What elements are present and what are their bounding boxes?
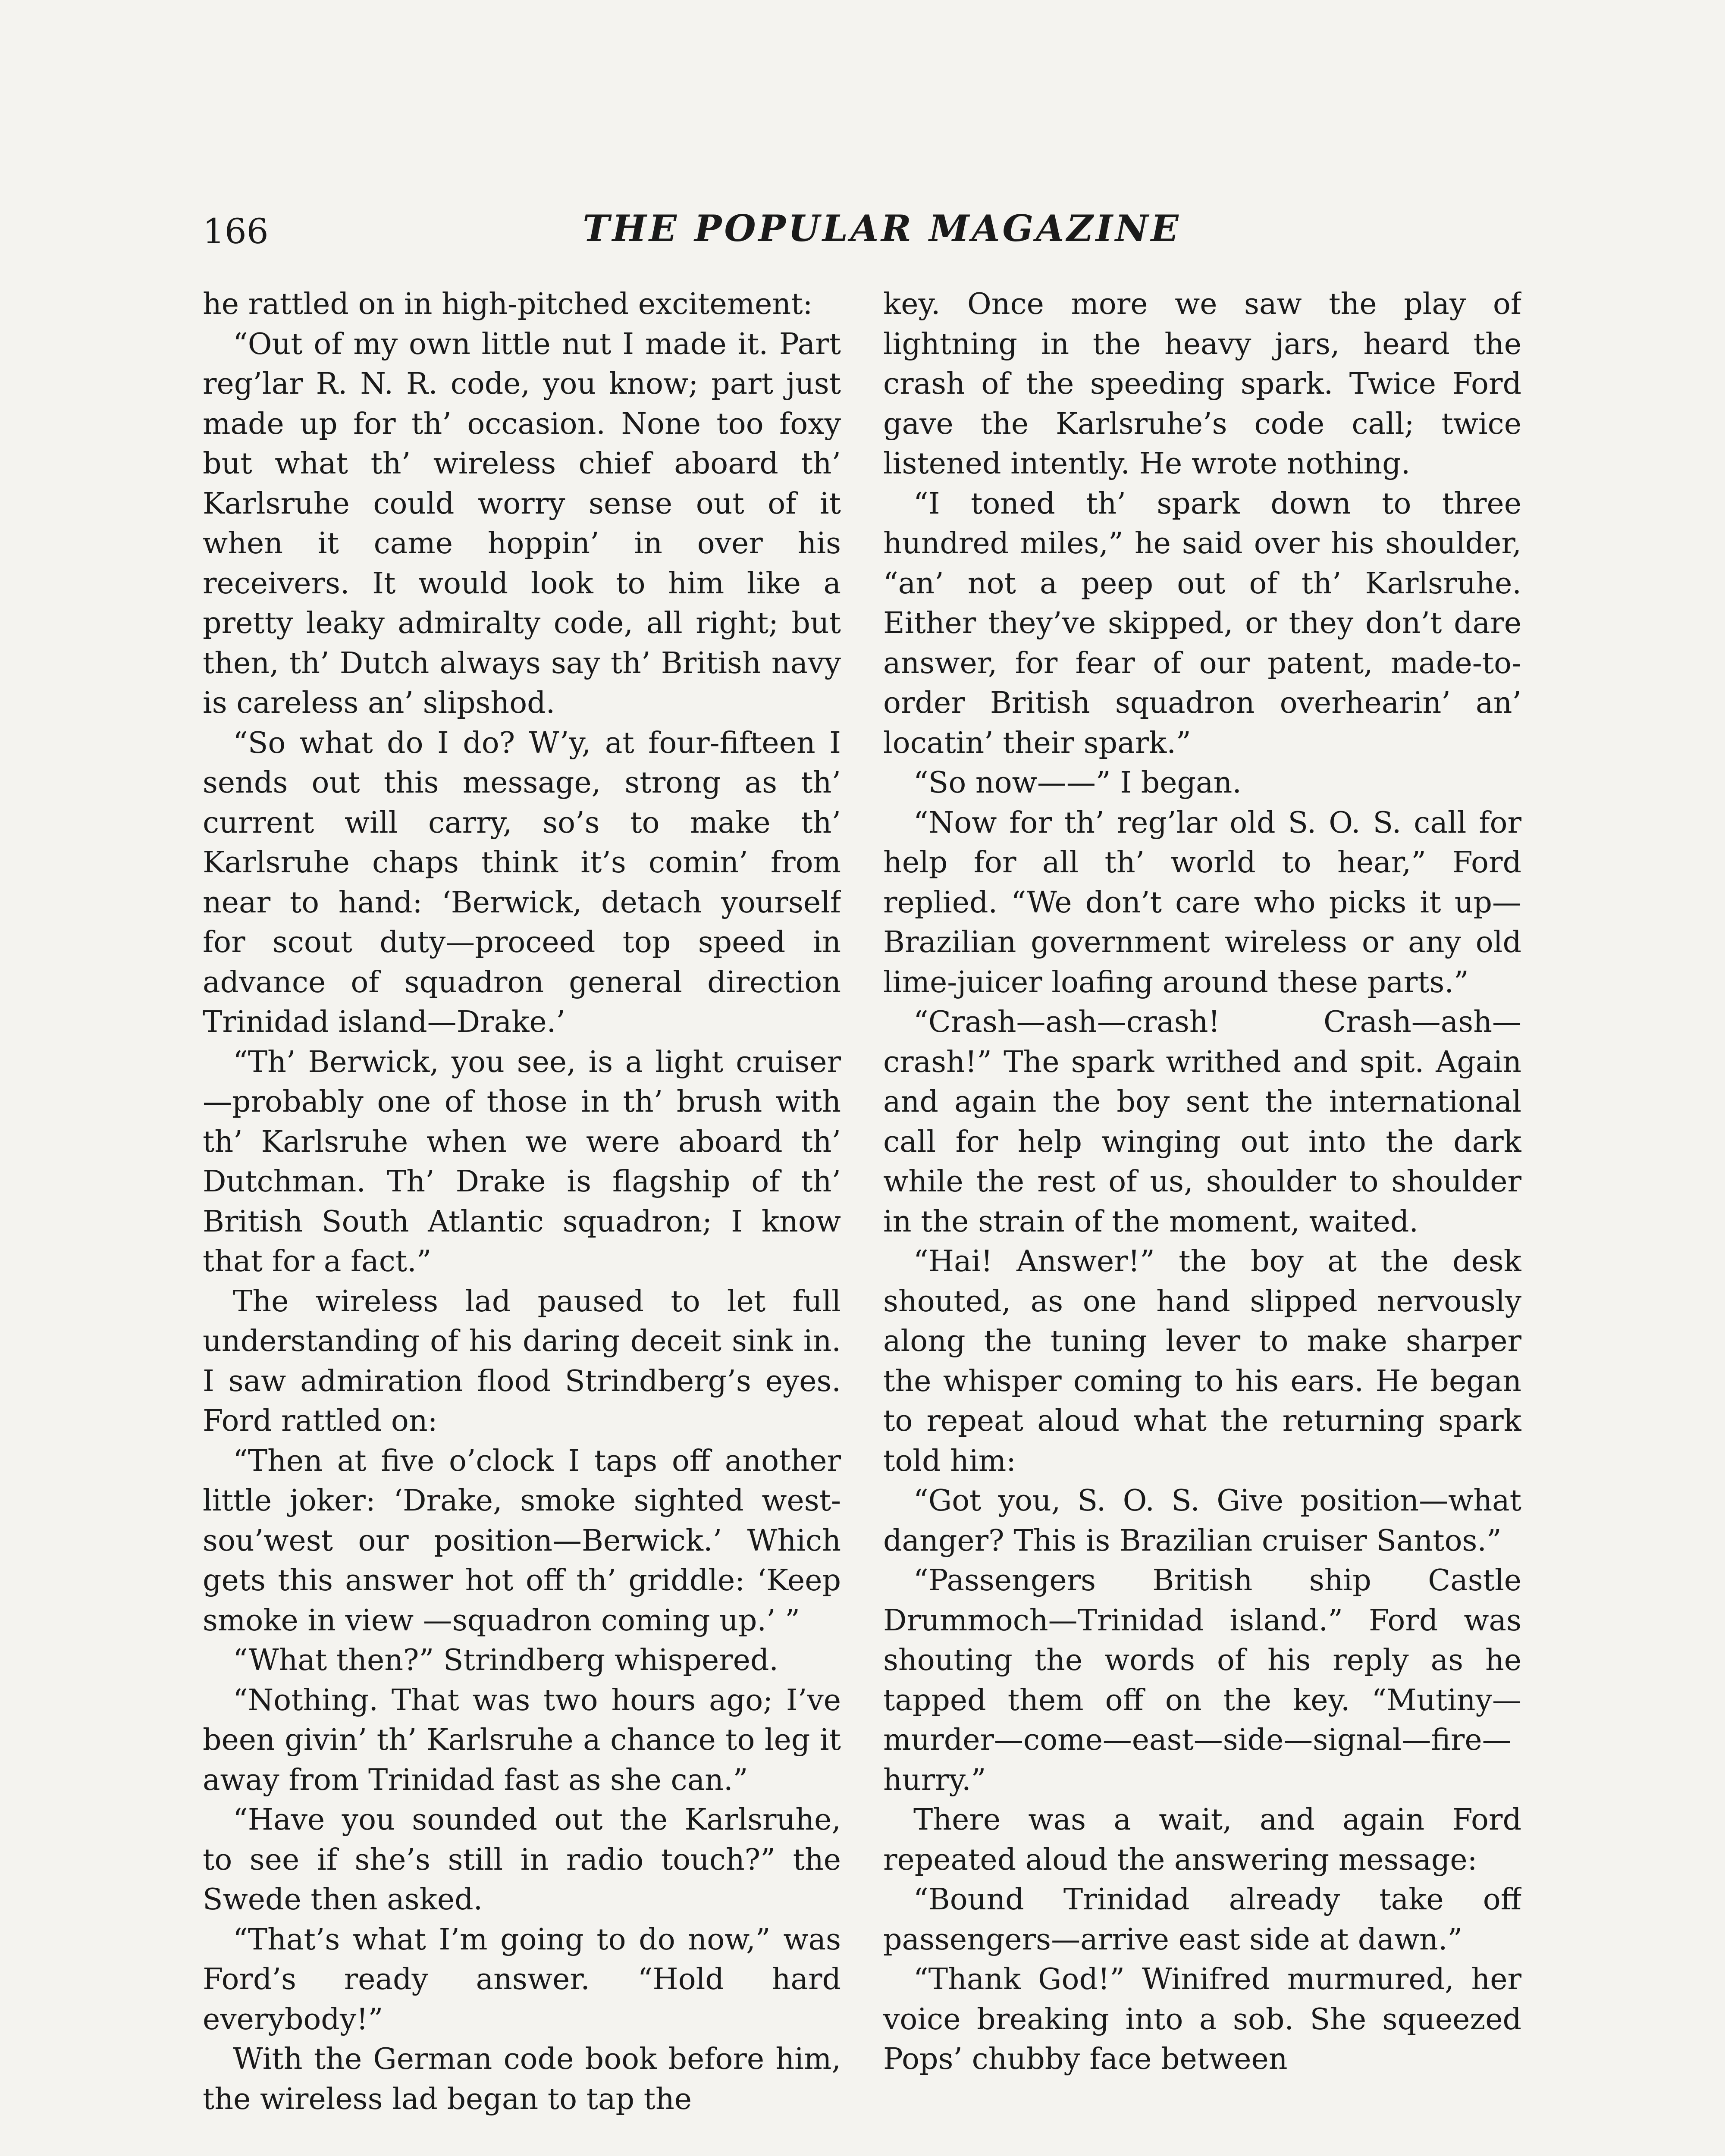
paragraph: “Passengers British ship Castle Drummoch—Trinidad island.” Ford was shouting the words of his reply as he tapped them off on the key. “Mutiny—murder—come—east—side—signal—fire—hurry.” xyxy=(883,1564,1521,1797)
left-text-column xyxy=(203,285,841,2156)
paragraph: “Crash—ash—crash! Crash—ash—crash!” The spark writhed and spit. Again and again the boy sent the international call for help winging out into the dark while the rest of us, shoulder to shoulder in the strain of the moment, waited. xyxy=(883,1005,1521,1239)
paragraph: “Got you, S. O. S. Give position—what danger? This is Brazilian cruiser Santos.” xyxy=(883,1484,1521,1558)
page-number: 166 xyxy=(203,211,269,251)
paragraph: “So what do I do? W’y, at four-fifteen I sends out this message, strong as th’ current will carry, so’s to make th’ Karlsruhe chaps think it’s comin’ from near to hand: ‘Berwick, detach yourself for scout duty—proceed top speed in advance of squadron general direction Trinidad island—Drake.’ xyxy=(203,726,841,1039)
paragraph: he rattled on in high-pitched excitement: xyxy=(203,287,813,321)
page-header xyxy=(203,203,1561,263)
paragraph: “Th’ Berwick, you see, is a light cruiser—probably one of those in th’ brush with th’ Karlsruhe when we were aboard th’ Dutchman. Th’ Drake is flagship of th’ British South Atlantic squadron; I know that for a fact.” xyxy=(203,1045,841,1279)
paragraph: With the German code book before him, the wireless lad began to tap the xyxy=(203,2042,841,2116)
paragraph: “Hai! Answer!” the boy at the desk shouted, as one hand slipped nervously along the tuning lever to make sharper the whisper coming to his ears. He began to repeat aloud what the returning spark told him: xyxy=(883,1244,1521,1478)
paragraph: “Have you sounded out the Karlsruhe, to see if she’s still in radio touch?” the Swede then asked. xyxy=(203,1803,841,1917)
paragraph: “What then?” Strindberg whispered. xyxy=(233,1643,779,1677)
paragraph: “Now for th’ reg’lar old S. O. S. call for help for all th’ world to hear,” Ford replied. “We don’t care who picks it up—Brazilian government wireless or any old lime-juicer loafing around these parts.” xyxy=(883,805,1521,1000)
paragraph: “Out of my own little nut I made it. Part reg’lar R. N. R. code, you know; part just made up for th’ occasion. None too foxy but what th’ wireless chief aboard th’ Karlsruhe could worry sense out of it when it came hoppin’ in over his receivers. It would look to him like a pretty leaky admiralty code, all right; but then, th’ Dutch always say th’ British navy is careless an’ slipshod. xyxy=(203,327,841,720)
magazine-title: THE POPULAR MAGAZINE xyxy=(583,207,1181,250)
right-text-column xyxy=(883,285,1521,2156)
paragraph: “That’s what I’m going to do now,” was Ford’s ready answer. “Hold hard everybody!” xyxy=(203,1922,841,2037)
paragraph: “Bound Trinidad already take off passengers—arrive east side at dawn.” xyxy=(883,1883,1521,1957)
paragraph: “I toned th’ spark down to three hundred miles,” he said over his shoulder, “an’ not a peep out of th’ Karlsruhe. Either they’ve skipped, or they don’t dare answer, for fear of our patent, made-to-order British squadron overhearin’ an’ locatin’ their spark.” xyxy=(883,486,1521,760)
paragraph: key. Once more we saw the play of lightning in the heavy jars, heard the crash of the speeding spark. Twice Ford gave the Karlsruhe’s code call; twice listened intently. He wrote nothing. xyxy=(883,287,1521,481)
paragraph: “Thank God!” Winifred murmured, her voice breaking into a sob. She squeezed Pops’ chubby face between xyxy=(883,1962,1521,2076)
paragraph: There was a wait, and again Ford repeated aloud the answering message: xyxy=(883,1803,1521,1877)
paragraph: “So now——” I began. xyxy=(913,766,1242,800)
paragraph: “Nothing. That was two hours ago; I’ve been givin’ th’ Karlsruhe a chance to leg it away from Trinidad fast as she can.” xyxy=(203,1683,841,1797)
paragraph: The wireless lad paused to let full understanding of his daring deceit sink in. I saw admiration flood Strindberg’s eyes. Ford rattled on: xyxy=(203,1284,841,1438)
paragraph: “Then at five o’clock I taps off another little joker: ‘Drake, smoke sighted west-sou’west our position—Berwick.’ Which gets this answer hot off th’ griddle: ‘Keep smoke in view —squadron coming up.’ ” xyxy=(203,1444,841,1638)
